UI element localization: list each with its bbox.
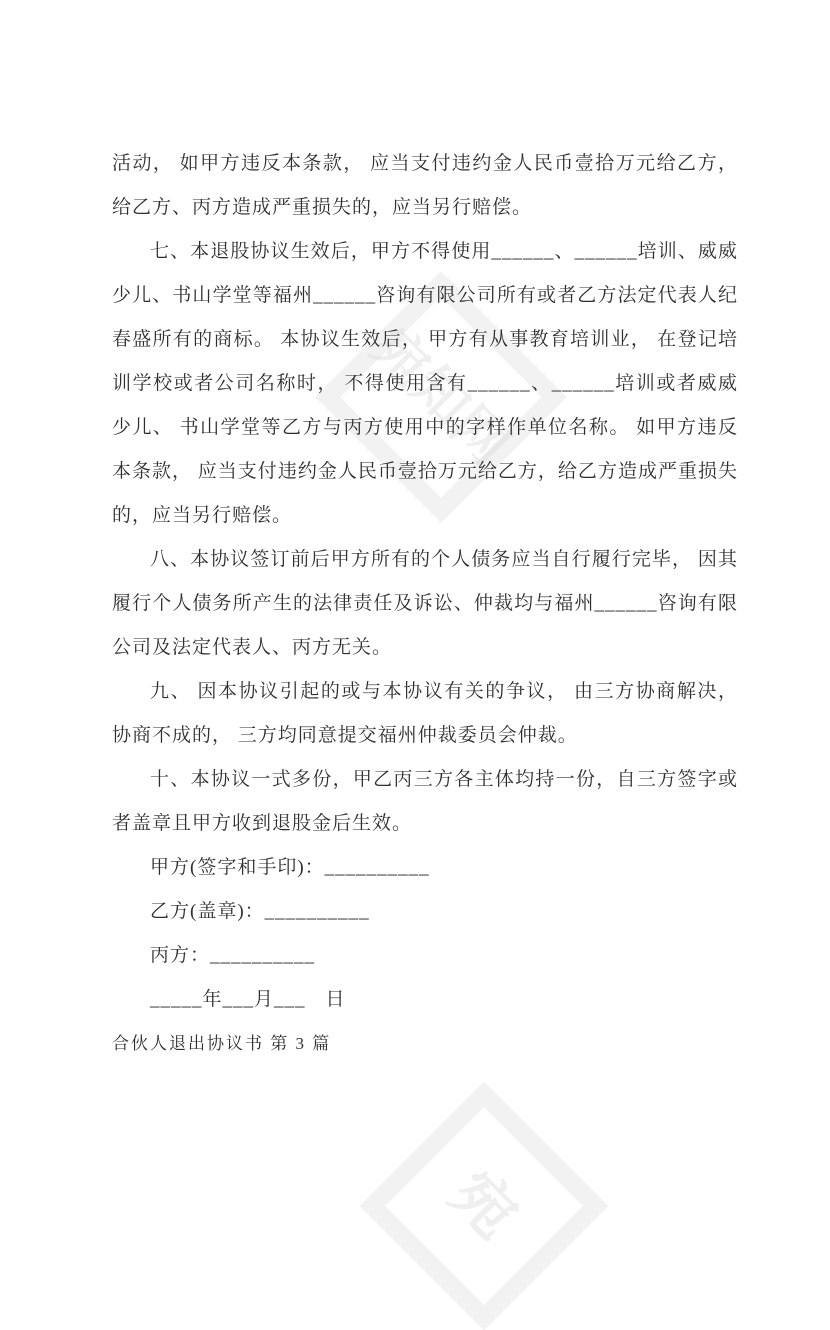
paragraph: 九、 因本协议引起的或与本协议有关的争议， 由三方协商解决，协商不成的， 三方均同意提交福州仲裁委员会仲裁。 — [112, 681, 738, 746]
paragraph: 活动， 如甲方违反本条款， 应当支付违约金人民币壹拾万元给乙方， 给乙方、丙方造成严重损失的，应当另行赔偿。 — [112, 153, 738, 218]
watermark-text: 宛知网 — [360, 316, 522, 478]
footer-caption: 合伙人退出协议书 第 3 篇 — [112, 1034, 332, 1053]
paragraph: 甲方(签字和手印)：__________ — [150, 857, 430, 878]
paragraph: 乙方(盖章)：__________ — [150, 901, 370, 922]
paragraph: 丙方：__________ — [150, 945, 316, 966]
paragraph: 八、本协议签订前后甲方所有的个人债务应当自行履行完毕， 因其履行个人债务所产生的法律责任及诉讼、仲裁均与福州______咨询有限公司及法定代表人、丙方无关。 — [112, 549, 738, 658]
document-body — [112, 142, 738, 1066]
paragraph: 十、本协议一式多份，甲乙丙三方各主体均持一份，自三方签字或者盖章且甲方收到退股金后生效。 — [112, 769, 738, 834]
watermark-text: 宛 — [437, 1159, 531, 1253]
watermark-diamond-border — [360, 1082, 609, 1330]
paragraph: 七、本退股协议生效后，甲方不得使用______、______培训、威威少儿、书山学堂等福州______咨询有限公司所有或者乙方法定代表人纪春盛所有的商标。 本协议生效后， 甲方有从事教育培训业， 在登记培训学校或者公司名称时， 不得使用含有______、______培训或者威威少儿、 书山学堂等乙方与丙方使用中的字样作单位名称。 如甲方违反本条款， 应当支付违约金人民币壹拾万元给乙方，给乙方造成严重损失的，应当另行赔偿。 — [112, 241, 738, 526]
watermark-logo-bottom — [396, 1118, 572, 1294]
paragraph: _____年___月___ 日 — [150, 989, 346, 1010]
